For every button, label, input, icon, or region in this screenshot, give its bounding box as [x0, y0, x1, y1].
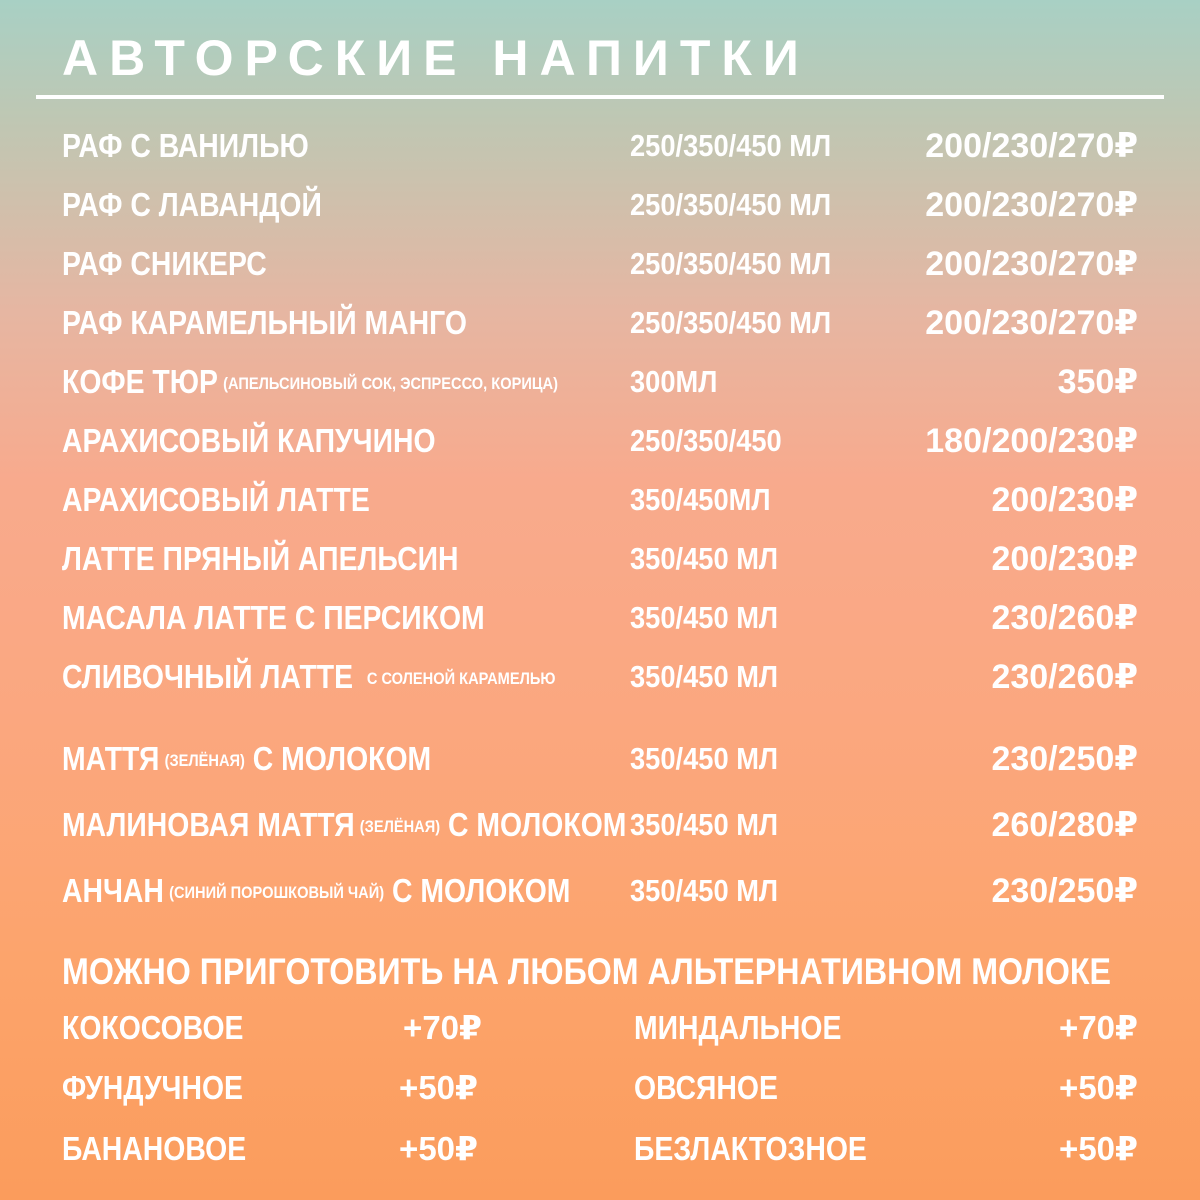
drink-name-text: МАТТЯ	[62, 740, 160, 777]
milk-name: МИНДАЛЬНОЕ	[634, 1009, 842, 1046]
drink-name: РАФ СНИКЕРС	[62, 245, 267, 282]
milk-price: +50₽	[399, 1130, 478, 1167]
drink-name-text: АНЧАН	[62, 872, 164, 909]
drink-size: 300МЛ	[630, 364, 718, 399]
drink-note: (ЗЕЛЁНАЯ)	[359, 817, 441, 837]
drink-name-suffix: С МОЛОКОМ	[252, 740, 432, 777]
alt-milk-header: МОЖНО ПРИГОТОВИТЬ НА ЛЮБОМ АЛЬТЕРНАТИВНОМ МОЛОКЕ	[62, 951, 1112, 992]
milk-name: БАНАНОВОЕ	[62, 1130, 247, 1167]
drink-note: (СИНИЙ ПОРОШКОВЫЙ ЧАЙ)	[169, 883, 385, 903]
drink-name: РАФ КАРАМЕЛЬНЫЙ МАНГО	[62, 304, 467, 341]
drink-price: 350₽	[1057, 363, 1138, 401]
drink-row	[0, 419, 1200, 463]
drink-size: 350/450 МЛ	[630, 659, 779, 694]
menu-title: АВТОРСКИЕ НАПИТКИ	[62, 30, 810, 86]
drink-row	[0, 537, 1200, 581]
drink-size: 350/450МЛ	[630, 482, 771, 517]
drink-price: 230/260₽	[991, 599, 1138, 637]
drink-size: 250/350/450 МЛ	[630, 128, 832, 163]
drink-name	[62, 869, 570, 913]
drink-name: РАФ С ВАНИЛЬЮ	[62, 127, 309, 164]
drink-row	[0, 803, 1200, 847]
drink-name	[62, 360, 558, 404]
drink-name-text: СЛИВОЧНЫЙ ЛАТТЕ	[62, 658, 354, 695]
drink-size: 250/350/450 МЛ	[630, 305, 832, 340]
drink-row	[0, 301, 1200, 345]
milk-name: КОКОСОВОЕ	[62, 1009, 244, 1046]
drink-row	[0, 737, 1200, 781]
drink-name-text: МАЛИНОВАЯ МАТТЯ	[62, 806, 355, 843]
drink-size: 250/350/450	[630, 423, 782, 458]
drink-price: 200/230/270₽	[925, 186, 1138, 224]
drink-price: 230/260₽	[991, 658, 1138, 696]
drink-size: 350/450 МЛ	[630, 741, 779, 776]
drink-name-suffix: С МОЛОКОМ	[448, 806, 627, 843]
drink-name	[62, 737, 431, 781]
drink-row	[0, 360, 1200, 404]
drink-row	[0, 596, 1200, 640]
milk-price: +70₽	[1059, 1009, 1138, 1046]
drink-row	[0, 478, 1200, 522]
drink-name-suffix: С МОЛОКОМ	[391, 872, 571, 909]
drink-name: АРАХИСОВЫЙ ЛАТТЕ	[62, 481, 370, 518]
milk-price: +50₽	[399, 1069, 478, 1106]
drink-size: 350/450 МЛ	[630, 807, 779, 842]
drink-row	[0, 869, 1200, 913]
drink-name: ЛАТТЕ ПРЯНЫЙ АПЕЛЬСИН	[62, 540, 459, 577]
milk-price: +50₽	[1059, 1130, 1138, 1167]
milk-price: +70₽	[403, 1009, 482, 1046]
drink-price: 200/230/270₽	[925, 304, 1138, 342]
drink-price: 200/230/270₽	[925, 245, 1138, 283]
milk-name: ОВСЯНОЕ	[634, 1069, 778, 1106]
drink-note: (АПЕЛЬСИНОВЫЙ СОК, ЭСПРЕССО, КОРИЦА)	[223, 374, 558, 394]
drink-name: АРАХИСОВЫЙ КАПУЧИНО	[62, 422, 436, 459]
drink-row	[0, 124, 1200, 168]
drink-row	[0, 183, 1200, 227]
drink-name: МАСАЛА ЛАТТЕ С ПЕРСИКОМ	[62, 599, 485, 636]
drink-price: 200/230₽	[991, 481, 1138, 519]
drink-price: 260/280₽	[991, 806, 1138, 844]
drink-size: 350/450 МЛ	[630, 873, 779, 908]
drink-size: 250/350/450 МЛ	[630, 187, 832, 222]
drink-price: 200/230/270₽	[925, 127, 1138, 165]
drink-note: С СОЛЕНОЙ КАРАМЕЛЬЮ	[366, 669, 556, 689]
drink-note: (ЗЕЛЁНАЯ)	[164, 751, 245, 771]
drink-size: 250/350/450 МЛ	[630, 246, 832, 281]
title-divider	[36, 95, 1164, 99]
milk-price: +50₽	[1059, 1069, 1138, 1106]
drink-price: 180/200/230₽	[925, 422, 1138, 460]
drink-size: 350/450 МЛ	[630, 600, 779, 635]
milk-name: БЕЗЛАКТОЗНОЕ	[634, 1130, 867, 1167]
drink-price: 230/250₽	[991, 872, 1138, 910]
drink-size: 350/450 МЛ	[630, 541, 779, 576]
milk-name: ФУНДУЧНОЕ	[62, 1069, 243, 1106]
drink-name: РАФ С ЛАВАНДОЙ	[62, 186, 322, 223]
drink-price: 230/250₽	[991, 740, 1138, 778]
drink-row	[0, 242, 1200, 286]
drink-price: 200/230₽	[991, 540, 1138, 578]
drink-row	[0, 655, 1200, 699]
drink-name	[62, 803, 626, 847]
drink-name-text: КОФЕ ТЮР	[62, 363, 218, 400]
drink-name	[62, 655, 555, 699]
